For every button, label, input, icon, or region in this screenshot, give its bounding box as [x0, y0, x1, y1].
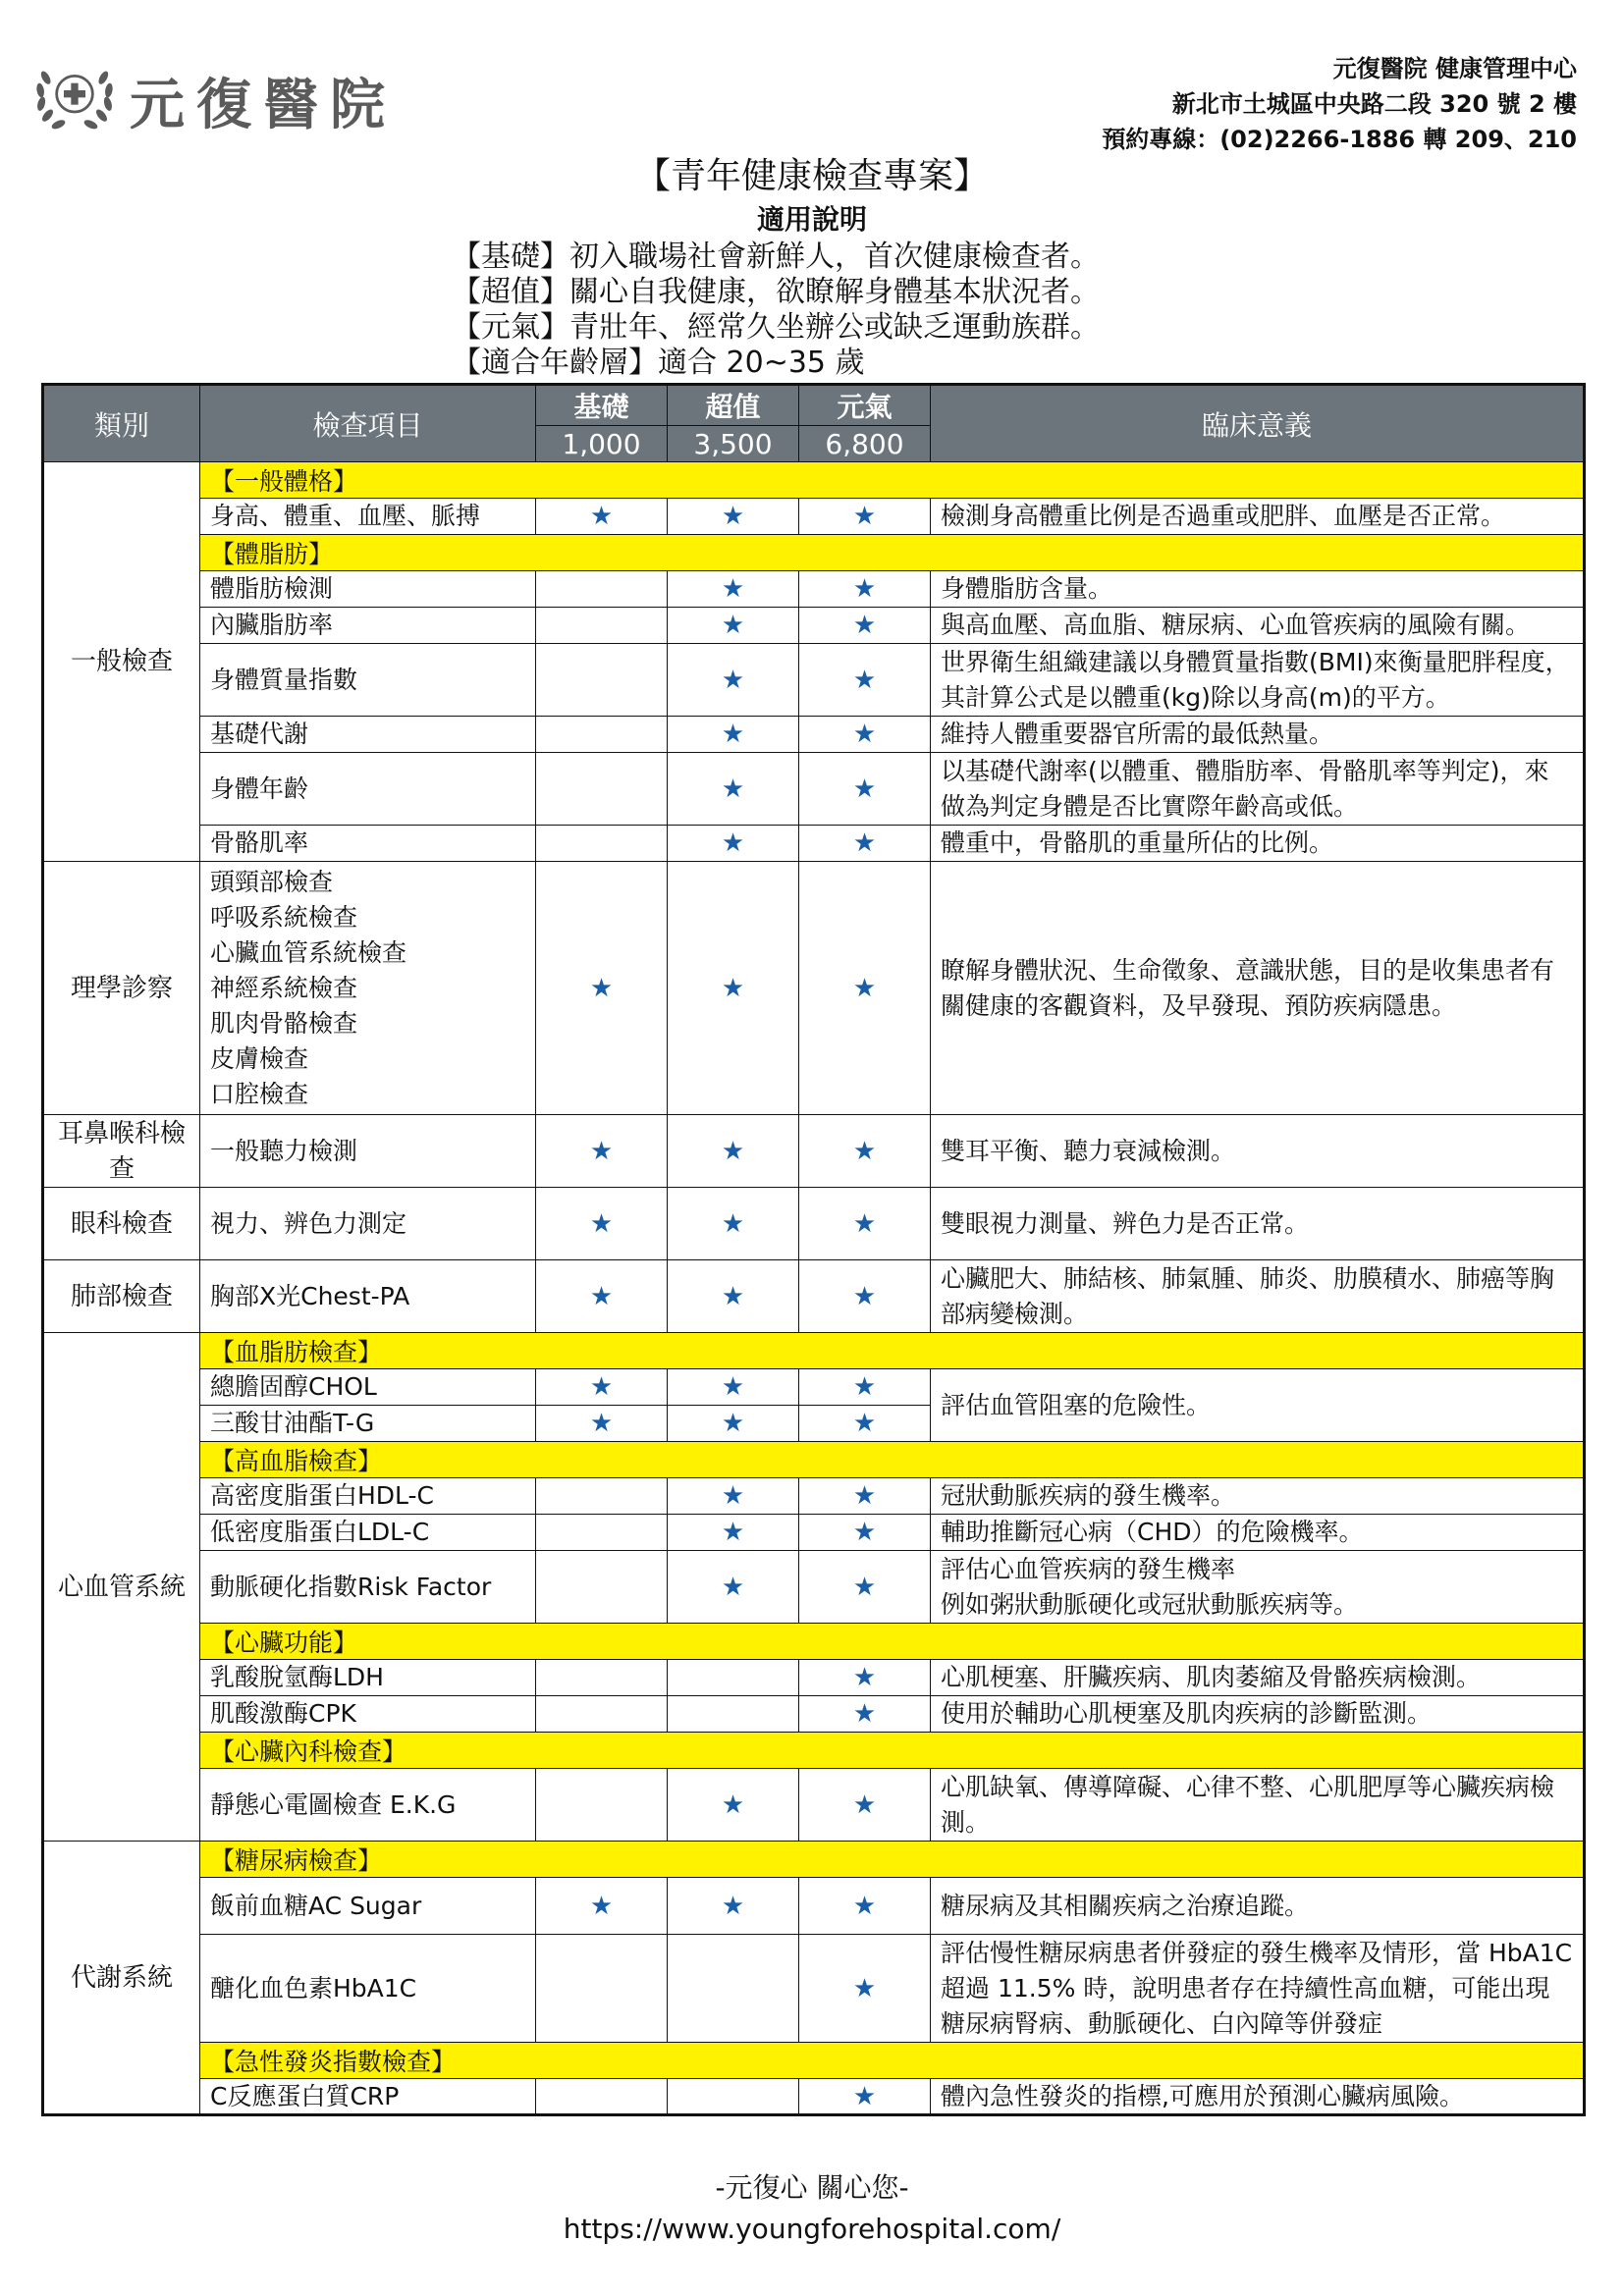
- clinical-meaning: 評估慢性糖尿病患者併發症的發生機率及情形，當 HbA1C 超過 11.5% 時，說明患者存在持續性高血糖，可能出現糖尿病腎病、動脈硬化、白內障等併發症: [931, 1935, 1585, 2043]
- empty-cell: [668, 1935, 799, 2043]
- category-ent: 耳鼻喉科檢查: [43, 1115, 200, 1188]
- exam-item: 醣化血色素HbA1C: [200, 1935, 536, 2043]
- clinical-meaning: 使用於輔助心肌梗塞及肌肉疾病的診斷監測。: [931, 1696, 1585, 1733]
- star-icon: ★: [668, 1406, 799, 1442]
- empty-cell: [536, 2079, 668, 2115]
- star-icon: ★: [668, 1260, 799, 1333]
- star-icon: ★: [799, 1551, 931, 1624]
- exam-item-list: [200, 862, 536, 1115]
- star-icon: ★: [799, 1369, 931, 1406]
- empty-cell: [536, 644, 668, 717]
- empty-cell: [668, 1660, 799, 1696]
- empty-cell: [536, 826, 668, 862]
- exam-item: 一般聽力檢測: [200, 1115, 536, 1188]
- footer-url[interactable]: https://www.youngforehospital.com/: [563, 2213, 1061, 2245]
- clinical-meaning: 心肌梗塞、肝臟疾病、肌肉萎縮及骨骼疾病檢測。: [931, 1660, 1585, 1696]
- exam-item: 總膽固醇CHOL: [200, 1369, 536, 1406]
- exam-table: [41, 383, 1586, 2116]
- exam-item: 低密度脂蛋白LDL-C: [200, 1515, 536, 1551]
- section-header: 【體脂肪】: [200, 535, 1585, 571]
- star-icon: ★: [799, 1660, 931, 1696]
- exam-item: 高密度脂蛋白HDL-C: [200, 1478, 536, 1515]
- star-icon: ★: [668, 753, 799, 826]
- exam-item: 頭頸部檢查: [210, 867, 334, 896]
- star-icon: ★: [799, 826, 931, 862]
- exam-item: 基礎代謝: [200, 717, 536, 753]
- section-header: 【糖尿病檢查】: [200, 1842, 1585, 1878]
- clinical-meaning: 體重中，骨骼肌的重量所佔的比例。: [931, 826, 1585, 862]
- star-icon: ★: [799, 1515, 931, 1551]
- hospital-address: 新北市土城區中央路二段 320 號 2 樓: [1171, 90, 1577, 118]
- empty-cell: [536, 1769, 668, 1842]
- star-icon: ★: [799, 1696, 931, 1733]
- star-icon: ★: [799, 644, 931, 717]
- logo-text: 元復醫院: [130, 73, 397, 137]
- star-icon: ★: [668, 1551, 799, 1624]
- table-row: [43, 1878, 1585, 1935]
- table-row: [43, 753, 1585, 826]
- header-category: 類別: [43, 385, 200, 462]
- table-row: [43, 1478, 1585, 1515]
- section-header: 【一般體格】: [200, 462, 1585, 499]
- intro-line: 【適合年齡層】適合 20~35 歲: [452, 346, 865, 380]
- star-icon: ★: [668, 717, 799, 753]
- star-icon: ★: [799, 1188, 931, 1260]
- table-row: [43, 1769, 1585, 1842]
- clinical-meaning: 檢測身高體重比例是否過重或肥胖、血壓是否正常。: [931, 499, 1585, 535]
- star-icon: ★: [668, 1878, 799, 1935]
- empty-cell: [668, 1696, 799, 1733]
- intro-line: 【基礎】初入職場社會新鮮人，首次健康檢查者。: [452, 240, 1100, 274]
- exam-item: 身體質量指數: [200, 644, 536, 717]
- intro-line: 【元氣】青壯年、經常久坐辦公或缺乏運動族群。: [452, 310, 1100, 345]
- clinical-meaning: 心臟肥大、肺結核、肺氣腫、肺炎、肋膜積水、肺癌等胸部病變檢測。: [931, 1260, 1585, 1333]
- section-header: 【急性發炎指數檢查】: [200, 2043, 1585, 2079]
- section-header: 【心臟內科檢查】: [200, 1733, 1585, 1769]
- star-icon: ★: [668, 608, 799, 644]
- exam-item: 身高、體重、血壓、脈搏: [200, 499, 536, 535]
- clinical-meaning: 雙耳平衡、聽力衰減檢測。: [931, 1115, 1585, 1188]
- empty-cell: [536, 753, 668, 826]
- hospital-info: [1102, 51, 1577, 157]
- star-icon: ★: [799, 717, 931, 753]
- empty-cell: [536, 1551, 668, 1624]
- clinical-meaning: 身體脂肪含量。: [931, 571, 1585, 608]
- star-icon: ★: [536, 1260, 668, 1333]
- star-icon: ★: [799, 1478, 931, 1515]
- hospital-name: 元復醫院 健康管理中心: [1332, 55, 1577, 82]
- clinical-meaning: 以基礎代謝率(以體重、體脂肪率、骨骼肌率等判定)，來做為判定身體是否比實際年齡高或低。: [931, 753, 1585, 826]
- star-icon: ★: [536, 1878, 668, 1935]
- star-icon: ★: [799, 1260, 931, 1333]
- table-row: [43, 1515, 1585, 1551]
- header-meaning: 臨床意義: [931, 385, 1585, 462]
- exam-item: 靜態心電圖檢查 E.K.G: [200, 1769, 536, 1842]
- star-icon: ★: [668, 862, 799, 1115]
- header-package-vitality: 元氣: [799, 385, 931, 426]
- table-row: [43, 644, 1585, 717]
- star-icon: ★: [668, 1369, 799, 1406]
- exam-item: 口腔檢查: [210, 1079, 309, 1108]
- empty-cell: [536, 1696, 668, 1733]
- star-icon: ★: [799, 571, 931, 608]
- star-icon: ★: [536, 1406, 668, 1442]
- star-icon: ★: [799, 1935, 931, 2043]
- laurel-cross-icon: [29, 58, 120, 144]
- section-header: 【心臟功能】: [200, 1624, 1585, 1660]
- price-basic: 1,000: [536, 426, 668, 462]
- exam-item: 身體年齡: [200, 753, 536, 826]
- star-icon: ★: [668, 499, 799, 535]
- clinical-meaning: [931, 1551, 1585, 1624]
- table-row: [43, 499, 1585, 535]
- price-value: 3,500: [668, 426, 799, 462]
- clinical-meaning: 輔助推斷冠心病（CHD）的危險機率。: [931, 1515, 1585, 1551]
- section-header: 【血脂肪檢查】: [200, 1333, 1585, 1369]
- star-icon: ★: [668, 1188, 799, 1260]
- clinical-meaning: 體內急性發炎的指標,可應用於預測心臟病風險。: [931, 2079, 1585, 2115]
- star-icon: ★: [536, 1188, 668, 1260]
- price-vitality: 6,800: [799, 426, 931, 462]
- table-row: [43, 1935, 1585, 2043]
- star-icon: ★: [799, 753, 931, 826]
- exam-item: 三酸甘油酯T-G: [200, 1406, 536, 1442]
- header-item: 檢查項目: [200, 385, 536, 462]
- table-row: [43, 608, 1585, 644]
- hospital-phone: 預約專線：(02)2266-1886 轉 209、210: [1102, 126, 1577, 153]
- star-icon: ★: [799, 608, 931, 644]
- star-icon: ★: [799, 862, 931, 1115]
- exam-item: 胸部X光Chest-PA: [200, 1260, 536, 1333]
- exam-item: 肌肉骨骼檢查: [210, 1008, 358, 1038]
- star-icon: ★: [668, 644, 799, 717]
- star-icon: ★: [668, 1515, 799, 1551]
- meaning-line: 例如粥狀動脈硬化或冠狀動脈疾病等。: [941, 1589, 1359, 1619]
- table-row: [43, 1660, 1585, 1696]
- clinical-meaning: 心肌缺氧、傳導障礙、心律不整、心肌肥厚等心臟疾病檢測。: [931, 1769, 1585, 1842]
- star-icon: ★: [799, 1769, 931, 1842]
- exam-item: 動脈硬化指數Risk Factor: [200, 1551, 536, 1624]
- category-lung: 肺部檢查: [43, 1260, 200, 1333]
- star-icon: ★: [799, 499, 931, 535]
- table-row: [43, 1369, 1585, 1406]
- category-eye: 眼科檢查: [43, 1188, 200, 1260]
- table-row: [43, 1260, 1585, 1333]
- clinical-meaning: 冠狀動脈疾病的發生機率。: [931, 1478, 1585, 1515]
- clinical-meaning: 瞭解身體狀況、生命徵象、意識狀態，目的是收集患者有關健康的客觀資料，及早發現、預防疾病隱患。: [931, 862, 1585, 1115]
- section-header: 【高血脂檢查】: [200, 1442, 1585, 1478]
- header-package-basic: 基礎: [536, 385, 668, 426]
- exam-item: 內臟脂肪率: [200, 608, 536, 644]
- star-icon: ★: [536, 499, 668, 535]
- table-row: [43, 1188, 1585, 1260]
- intro-line: 【超值】關心自我健康，欲瞭解身體基本狀況者。: [452, 275, 1100, 309]
- exam-item: 心臟血管系統檢查: [210, 937, 407, 967]
- empty-cell: [536, 1660, 668, 1696]
- category-metabolic: 代謝系統: [43, 1842, 200, 2115]
- exam-item: 呼吸系統檢查: [210, 902, 358, 932]
- exam-item: 骨骼肌率: [200, 826, 536, 862]
- clinical-meaning: 世界衛生組織建議以身體質量指數(BMI)來衡量肥胖程度，其計算公式是以體重(kg)除以身高(m)的平方。: [931, 644, 1585, 717]
- page-title: 【青年健康檢查專案】: [634, 156, 989, 196]
- exam-item: 飯前血糖AC Sugar: [200, 1878, 536, 1935]
- footer: [0, 2167, 1624, 2250]
- intro-section: [0, 153, 1624, 381]
- star-icon: ★: [799, 1878, 931, 1935]
- star-icon: ★: [668, 826, 799, 862]
- exam-item: 乳酸脫氫酶LDH: [200, 1660, 536, 1696]
- table-row: [43, 1696, 1585, 1733]
- clinical-meaning: 雙眼視力測量、辨色力是否正常。: [931, 1188, 1585, 1260]
- exam-item: 皮膚檢查: [210, 1043, 309, 1073]
- hospital-logo: [29, 57, 442, 145]
- category-physical: 理學診察: [43, 862, 200, 1115]
- empty-cell: [536, 1478, 668, 1515]
- star-icon: ★: [799, 1115, 931, 1188]
- meaning-line: 評估心血管疾病的發生機率: [941, 1554, 1236, 1583]
- star-icon: ★: [668, 1769, 799, 1842]
- table-row: [43, 717, 1585, 753]
- empty-cell: [536, 1515, 668, 1551]
- star-icon: ★: [799, 2079, 931, 2115]
- empty-cell: [536, 608, 668, 644]
- star-icon: ★: [536, 1369, 668, 1406]
- exam-item: C反應蛋白質CRP: [200, 2079, 536, 2115]
- star-icon: ★: [799, 1406, 931, 1442]
- table-row: [43, 1115, 1585, 1188]
- exam-item: 視力、辨色力測定: [200, 1188, 536, 1260]
- exam-item: 體脂肪檢測: [200, 571, 536, 608]
- page-subtitle: 適用說明: [756, 203, 867, 236]
- empty-cell: [536, 571, 668, 608]
- table-row: [43, 826, 1585, 862]
- header-package-value: 超值: [668, 385, 799, 426]
- table-row: [43, 862, 1585, 1115]
- star-icon: ★: [536, 862, 668, 1115]
- star-icon: ★: [536, 1115, 668, 1188]
- table-row: [43, 571, 1585, 608]
- exam-item: 神經系統檢查: [210, 973, 358, 1002]
- clinical-meaning: 糖尿病及其相關疾病之治療追蹤。: [931, 1878, 1585, 1935]
- category-cardio: 心血管系統: [43, 1333, 200, 1842]
- star-icon: ★: [668, 571, 799, 608]
- star-icon: ★: [668, 1478, 799, 1515]
- category-general: 一般檢查: [43, 462, 200, 862]
- clinical-meaning: 評估血管阻塞的危險性。: [931, 1369, 1585, 1442]
- star-icon: ★: [668, 1115, 799, 1188]
- clinical-meaning: 與高血壓、高血脂、糖尿病、心血管疾病的風險有關。: [931, 608, 1585, 644]
- clinical-meaning: 維持人體重要器官所需的最低熱量。: [931, 717, 1585, 753]
- empty-cell: [536, 717, 668, 753]
- table-row: [43, 1551, 1585, 1624]
- footer-slogan: -元復心 關心您-: [715, 2171, 909, 2204]
- empty-cell: [668, 2079, 799, 2115]
- empty-cell: [536, 1935, 668, 2043]
- table-row: [43, 2079, 1585, 2115]
- exam-item: 肌酸激酶CPK: [200, 1696, 536, 1733]
